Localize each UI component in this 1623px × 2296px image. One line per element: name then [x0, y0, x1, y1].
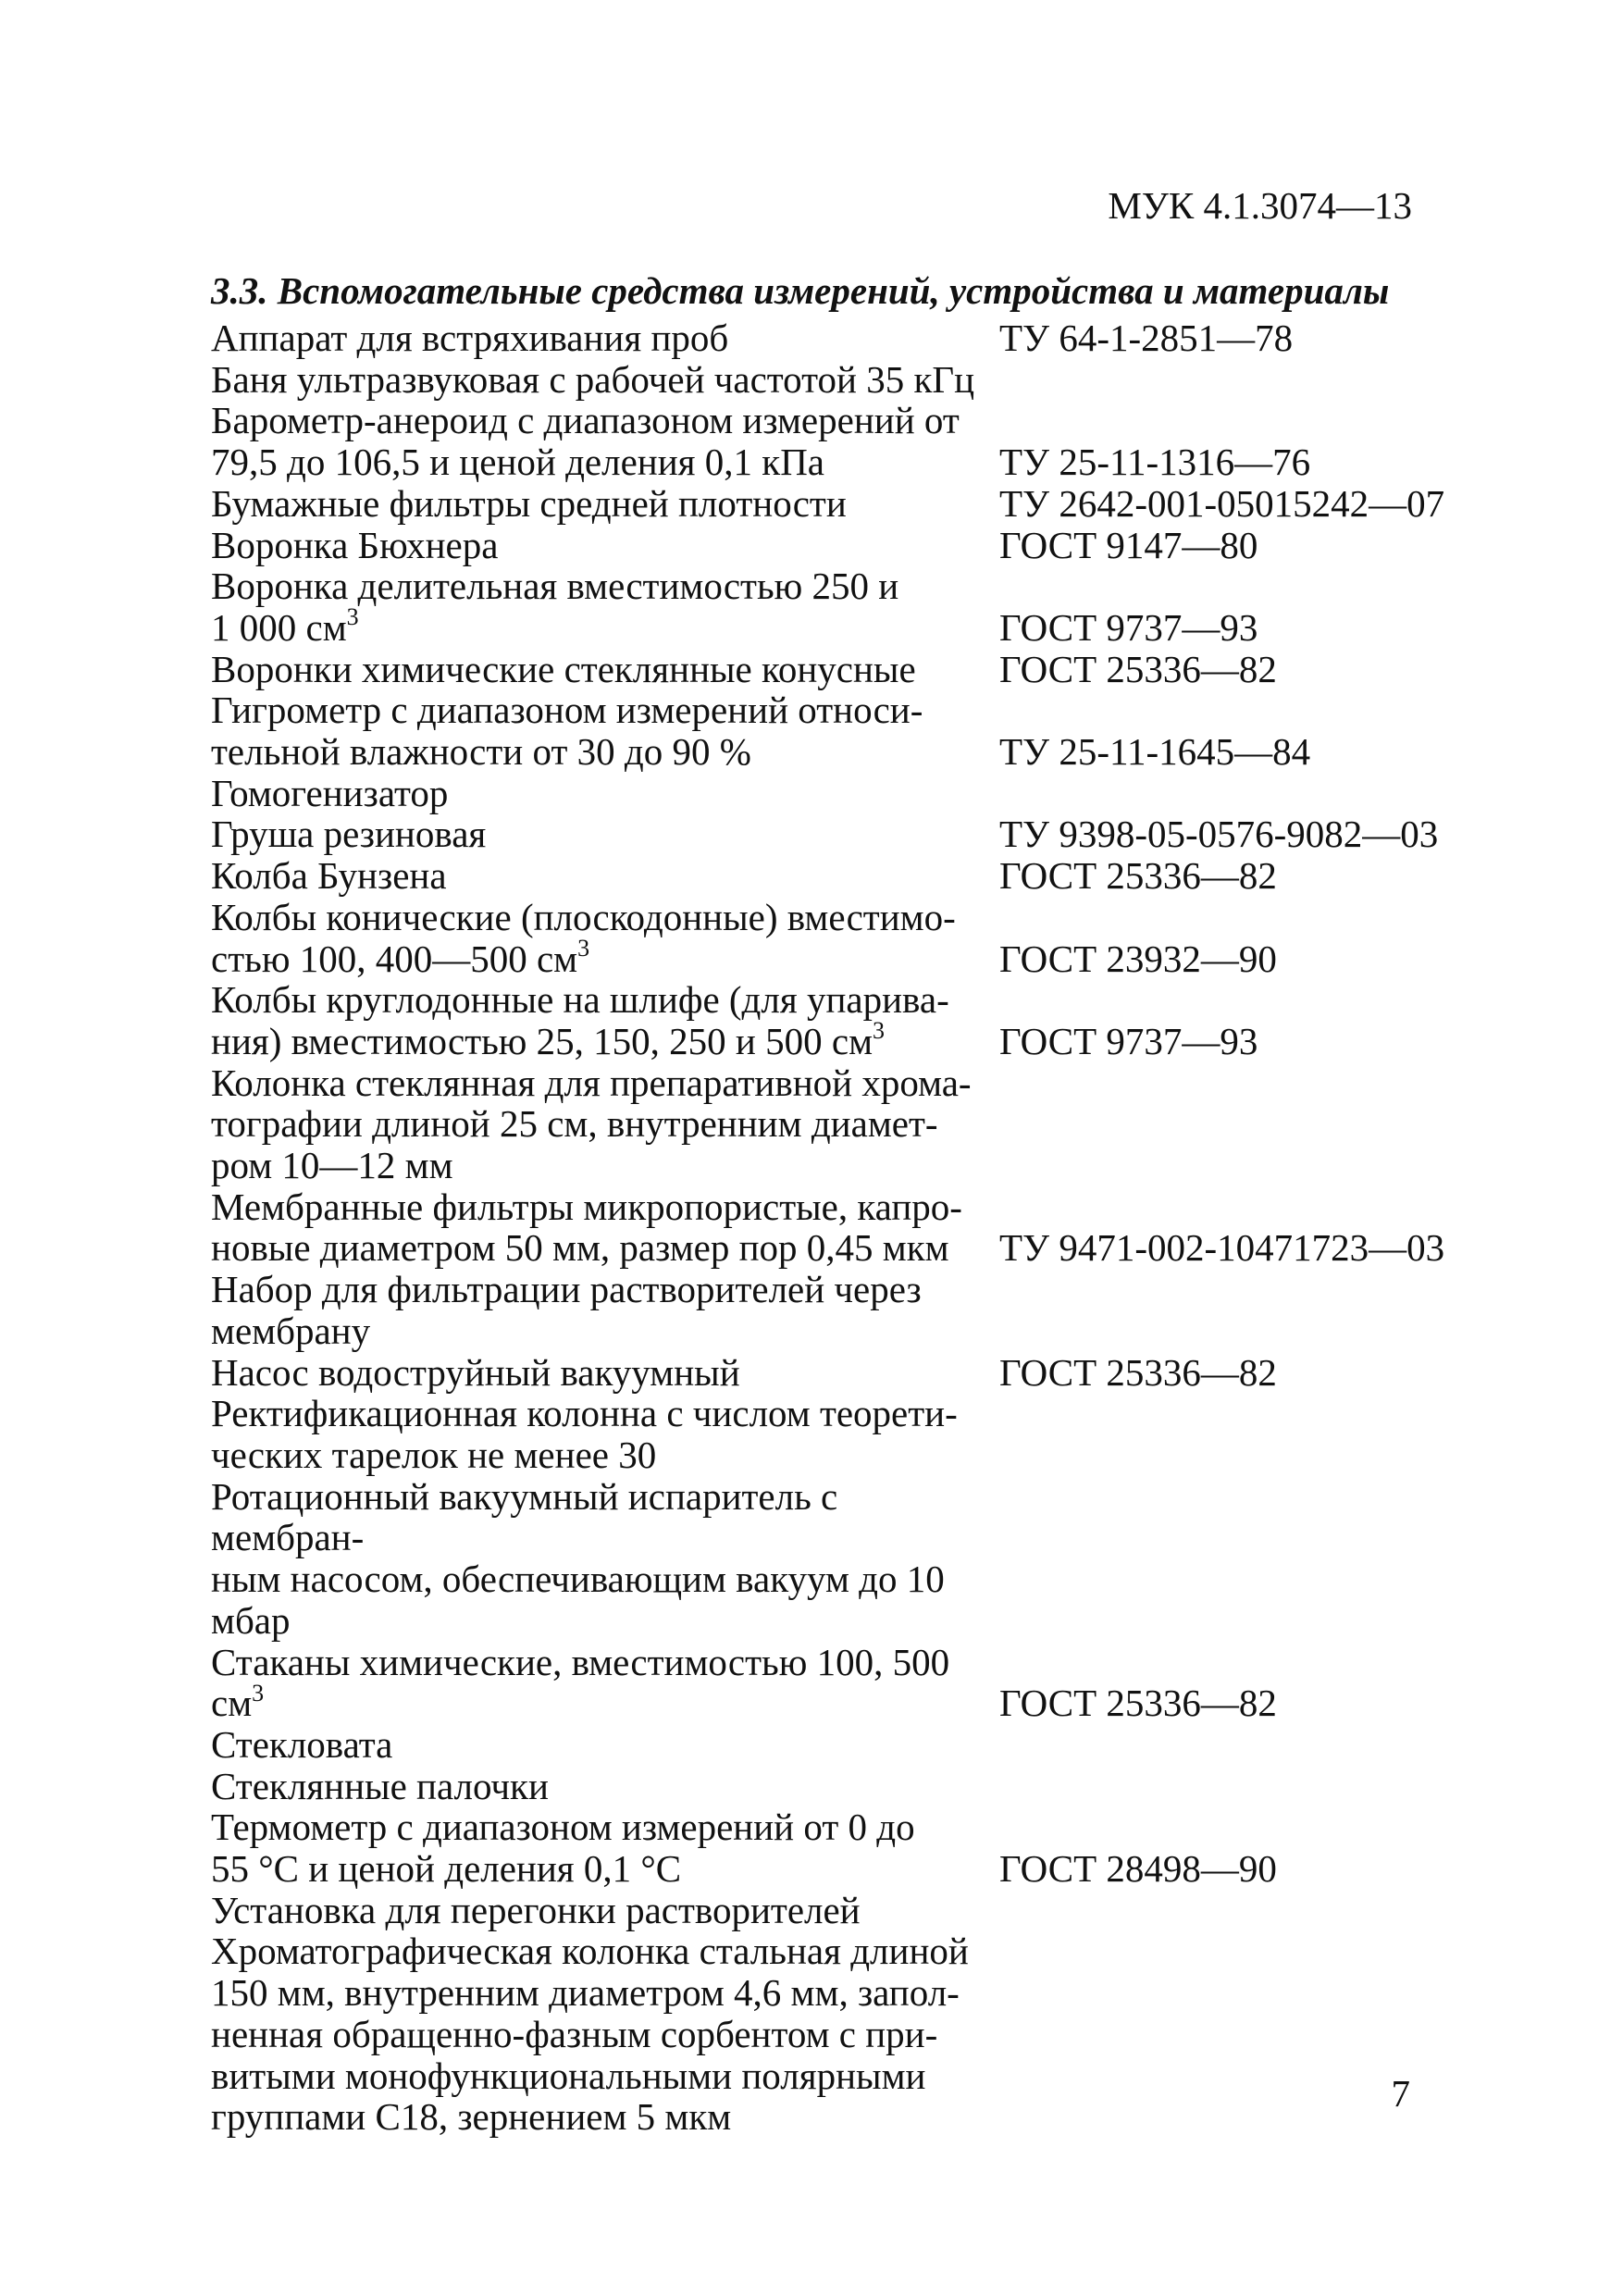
list-item — [211, 813, 1442, 855]
list-item — [211, 979, 1442, 1061]
item-name-text: Мембранные фильтры микропористые, капро- новые диаметром 50 мм, размер пор 0,45 мкм — [211, 1185, 962, 1270]
item-name — [211, 1724, 999, 1766]
list-item — [211, 855, 1442, 897]
item-standard: ТУ 64-1-2851—78 — [999, 316, 1294, 359]
item-name — [211, 1186, 999, 1269]
item-name — [211, 317, 999, 359]
item-name-text: Термометр с диапазоном измерений от 0 до 55 °С и ценой деления 0,1 °С — [211, 1806, 915, 1891]
item-name-text: Колба Бунзена — [211, 854, 447, 898]
item-name — [211, 1806, 999, 1889]
item-standard: ГОСТ 25336—82 — [999, 1350, 1277, 1394]
item-standard: ГОСТ 9737—93 — [999, 1019, 1258, 1062]
item-name-text: Установка для перегонки растворителей — [211, 1888, 861, 1931]
list-item — [211, 1766, 1442, 1807]
item-name — [211, 649, 999, 690]
list-item — [211, 1476, 1442, 1642]
item-standard: ТУ 9398-05-0576-9082—03 — [999, 813, 1439, 856]
item-name-text: Барометр-анероид с диапазоном измерений от 79,5 до 106,5 и ценой деления 0,1 кПа — [211, 399, 960, 484]
item-name-text: Воронки химические стеклянные конусные — [211, 647, 916, 690]
item-name — [211, 1930, 999, 2138]
item-standard: ГОСТ 25336—82 — [999, 647, 1277, 690]
item-standard: ТУ 9471-002-10471723—03 — [999, 1226, 1445, 1270]
list-item — [211, 1724, 1442, 1766]
document-code: МУК 4.1.3074—13 — [1108, 184, 1412, 227]
item-name-text: Набор для фильтрации растворителей через мембрану — [211, 1268, 922, 1352]
item-name-text: Стекловата — [211, 1722, 393, 1766]
list-item — [211, 1185, 1445, 1270]
list-item — [211, 649, 1442, 690]
list-item — [211, 689, 1442, 772]
item-name — [211, 689, 999, 772]
item-name — [211, 1766, 999, 1807]
item-standard: ТУ 25-11-1316—76 — [999, 441, 1311, 484]
item-name — [211, 565, 999, 648]
item-standard: ГОСТ 25336—82 — [999, 854, 1277, 898]
item-name-text: Хроматографическая колонка стальная длиной 150 мм, внутренним диаметром 4,6 мм, запол- ненная обращенно-фазным сорбентом с при- витыми монофункциональными полярными группами С18, зернением 5 мкм — [211, 1930, 969, 2139]
item-name-text: Груша резиновая — [211, 813, 487, 856]
list-item — [211, 481, 1445, 525]
item-name-text: Ротационный вакуумный испаритель с мембран- ным насосом, обеспечивающим вакуум до 10 мбар — [211, 1474, 945, 1642]
item-standard: ТУ 25-11-1645—84 — [999, 730, 1311, 774]
list-item — [211, 1642, 1442, 1724]
list-item — [211, 359, 1442, 401]
item-name — [211, 483, 999, 525]
item-unit-superscript: 3 — [346, 603, 359, 631]
list-item — [211, 1930, 1442, 2138]
item-name-text: Насос водоструйный вакуумный — [211, 1350, 740, 1394]
item-name — [211, 525, 999, 566]
item-name — [211, 1476, 999, 1642]
item-unit-superscript: 3 — [252, 1679, 265, 1706]
item-name-text: Баня ультразвуковая с рабочей частотой 35 кГц — [211, 357, 975, 401]
item-standard: ГОСТ 9147—80 — [999, 523, 1258, 566]
item-name — [211, 400, 999, 482]
equipment-list — [211, 316, 1445, 2139]
item-unit-superscript: 3 — [873, 1017, 886, 1045]
item-unit-superscript: 3 — [577, 934, 590, 962]
item-standard: ГОСТ 28498—90 — [999, 1847, 1277, 1891]
list-item — [211, 317, 1442, 359]
item-name — [211, 1642, 999, 1724]
item-name — [211, 359, 999, 401]
item-standard: ТУ 2642-001-05015242—07 — [999, 481, 1445, 525]
list-item — [211, 1062, 1442, 1186]
item-name — [211, 1269, 999, 1351]
item-name-text: Колонка стеклянная для препаративной хрома- тографии длиной 25 см, внутренним диамет- ром 10—12 мм — [211, 1061, 972, 1187]
item-name — [211, 773, 999, 814]
list-item — [211, 1806, 1442, 1889]
item-name-text: Воронка делительная вместимостью 250 и 1 000 см — [211, 565, 899, 649]
item-name-text: Бумажные фильтры средней плотности — [211, 481, 847, 525]
list-item — [211, 525, 1442, 566]
list-item — [211, 773, 1442, 814]
list-item — [211, 1890, 1442, 1931]
list-item — [211, 565, 1442, 648]
item-name-text: Колбы конические (плоскодонные) вместимо- стью 100, 400—500 см — [211, 895, 956, 980]
item-name — [211, 1352, 999, 1394]
item-standard: ГОСТ 23932—90 — [999, 937, 1277, 980]
list-item — [211, 897, 1442, 979]
page-number: 7 — [1391, 2072, 1410, 2115]
item-name-text: Гомогенизатор — [211, 771, 449, 814]
list-item — [211, 1352, 1442, 1394]
item-standard: ГОСТ 25336—82 — [999, 1682, 1277, 1725]
list-item — [211, 1393, 1442, 1475]
item-standard: ГОСТ 9737—93 — [999, 605, 1258, 649]
item-name — [211, 855, 999, 897]
item-name-text: Ректификационная колонна с числом теорети- ческих тарелок не менее 30 — [211, 1392, 958, 1476]
list-item — [211, 400, 1442, 482]
item-name-text: Аппарат для встряхивания проб — [211, 316, 729, 359]
item-name — [211, 1062, 999, 1186]
item-name — [211, 979, 999, 1061]
section-title: 3.3. Вспомогательные средства измерений, устройства и материалы — [211, 269, 1390, 312]
item-name-text: Воронка Бюхнера — [211, 523, 499, 566]
item-name-text: Колбы круглодонные на шлифе (для упарива- ния) вместимостью 25, 150, 250 и 500 см — [211, 978, 949, 1062]
item-name-text: Стеклянные палочки — [211, 1764, 549, 1807]
item-name — [211, 1393, 999, 1475]
item-name-text: Стаканы химические, вместимостью 100, 500 см — [211, 1640, 950, 1725]
item-name — [211, 897, 999, 979]
item-name — [211, 1890, 999, 1931]
list-item — [211, 1269, 1442, 1351]
item-name-text: Гигрометр с диапазоном измерений относи- тельной влажности от 30 до 90 % — [211, 689, 923, 774]
item-name — [211, 813, 999, 855]
